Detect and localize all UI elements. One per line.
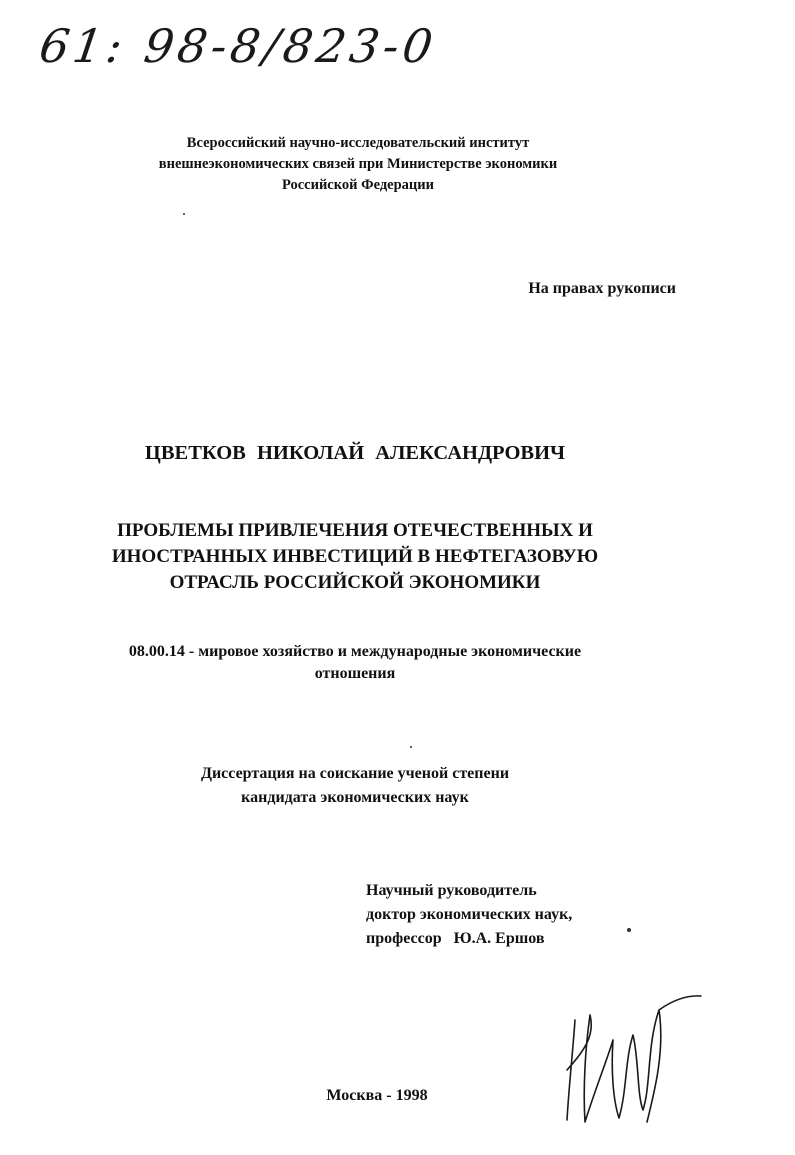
scan-speck: [410, 746, 412, 748]
institute-line-1: Всероссийский научно-исследовательский институт: [186, 135, 530, 151]
title-line-2: ИНОСТРАННЫХ ИНВЕСТИЦИЙ В НЕФТЕГАЗОВУЮ: [111, 546, 599, 567]
title-line-1: ПРОБЛЕМЫ ПРИВЛЕЧЕНИЯ ОТЕЧЕСТВЕННЫХ И: [117, 520, 593, 541]
supervisor-line-2: доктор экономических наук,: [366, 906, 573, 923]
rights-note: На правах рукописи: [528, 280, 676, 297]
scan-speck: [183, 213, 185, 215]
handwritten-code-text: 61: 98-8/823-0: [36, 19, 440, 73]
title-line-3: ОТРАСЛЬ РОССИЙСКОЙ ЭКОНОМИКИ: [169, 572, 541, 593]
institute-block: [100, 133, 616, 196]
institute-line-3: Российской Федерации: [281, 177, 434, 193]
specialty-code: [60, 641, 650, 685]
supervisor-line-3: профессор Ю.А. Ершов: [366, 930, 545, 947]
handwritten-archive-code: [36, 6, 460, 86]
degree-line-2: кандидата экономических наук: [241, 789, 469, 806]
supervisor-line-1: Научный руководитель: [366, 882, 537, 899]
handwritten-signature: [555, 990, 705, 1130]
institute-line-2: внешнеэкономических связей при Министерстве экономики: [158, 156, 558, 172]
supervisor-block: [366, 879, 666, 951]
scan-speck: [627, 928, 631, 932]
specialty-line-2: отношения: [314, 665, 396, 682]
degree-statement: [60, 762, 650, 810]
author-name: ЦВЕТКОВ НИКОЛАЙ АЛЕКСАНДРОВИЧ: [144, 442, 566, 464]
city-year: Москва - 1998: [326, 1087, 428, 1104]
degree-line-1: Диссертация на соискание ученой степени: [200, 765, 510, 782]
specialty-line-1: 08.00.14 - мировое хозяйство и международные экономические: [128, 643, 582, 660]
dissertation-title: [60, 518, 650, 596]
